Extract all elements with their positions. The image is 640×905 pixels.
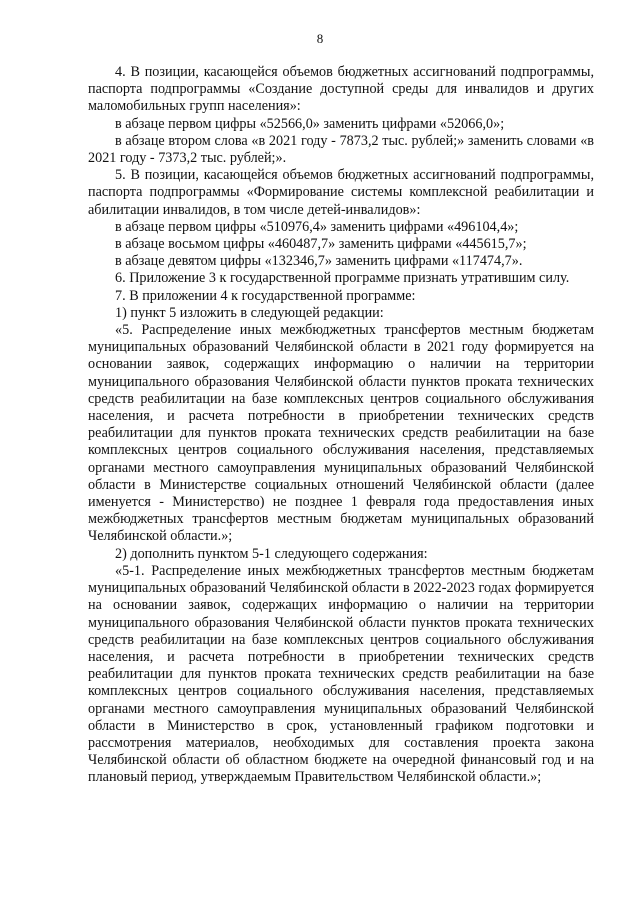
paragraph-item-4-first-abzac: в абзаце первом цифры «52566,0» заменить цифрами «52066,0»;	[115, 115, 505, 132]
paragraph-item-7: 7. В приложении 4 к государственной программе:	[115, 287, 416, 304]
paragraph-item-5-first-abzac: в абзаце первом цифры «510976,4» заменить цифрами «496104,4»;	[115, 218, 519, 235]
paragraph-item-5-ninth-abzac: в абзаце девятом цифры «132346,7» заменить цифрами «117474,7».	[115, 253, 523, 270]
paragraph-subitem-1: 1) пункт 5 изложить в следующей редакции:	[115, 304, 384, 321]
paragraph-subitem-2: 2) дополнить пунктом 5-1 следующего содержания:	[115, 545, 428, 562]
paragraph-item-5-eighth-abzac: в абзаце восьмом цифры «460487,7» заменить цифрами «445615,7»;	[115, 236, 527, 253]
paragraph-item-4: 4. В позиции, касающейся объемов бюджетных ассигнований подпрограммы, паспорта подпрограммы «Создание доступной среды для инвалидов и других маломобильных групп населения»:	[88, 64, 594, 115]
paragraph-item-6: 6. Приложение 3 к государственной программе признать утратившим силу.	[115, 270, 570, 287]
paragraph-point-5-1-text: «5-1. Распределение иных межбюджетных трансфертов местным бюджетам муниципальных образований Челябинской области в 2022-2023 годах формируется на основании заявок, содержащих информацию о наличии на территории муниципального образования Челябинской области пунктов проката технических средств реабилитации на базе комплексных центров социального обслуживания населения, и расчета потребности в приобретении технических средств реабилитации для пунктов проката технических средств реабилитации на базе комплексных центров социального обслуживания населения, представляемых органами местного самоуправления муниципальных образований Челябинской области в Министерство в срок, установленный графиком подготовки и рассмотрения материалов, необходимых для составления проекта закона Челябинской области об областном бюджете на очередной финансовый год и на плановый период, утверждаемым Правительством Челябинской области.»;	[88, 562, 594, 786]
paragraph-point-5-text: «5. Распределение иных межбюджетных трансфертов местным бюджетам муниципальных образований Челябинской области в 2021 году формируется на основании заявок, содержащих информацию о наличии на территории муниципального образования Челябинской области пунктов проката технических средств реабилитации на базе комплексных центров социального обслуживания населения, и расчета потребности в приобретении технических средств реабилитации для пунктов проката технических средств реабилитации на базе комплексных центров социального обслуживания населения, представляемых органами местного самоуправления муниципальных образований Челябинской области в Министерстве социальных отношений Челябинской области (далее именуется - Министерство) не позднее 1 февраля года предоставления иных межбюджетных трансфертов местным бюджетам муниципальных образований Челябинской области.»;	[88, 322, 594, 545]
page-number: 8	[316, 31, 324, 46]
document-body	[88, 64, 594, 787]
paragraph-item-5: 5. В позиции, касающейся объемов бюджетных ассигнований подпрограммы, паспорта подпрограммы «Формирование системы комплексной реабилитации и абилитации инвалидов, в том числе детей-инвалидов»:	[88, 167, 594, 218]
paragraph-item-4-second-abzac: в абзаце втором слова «в 2021 году - 7873,2 тыс. рублей;» заменить словами «в 2021 году - 7373,2 тыс. рублей;».	[88, 132, 594, 167]
